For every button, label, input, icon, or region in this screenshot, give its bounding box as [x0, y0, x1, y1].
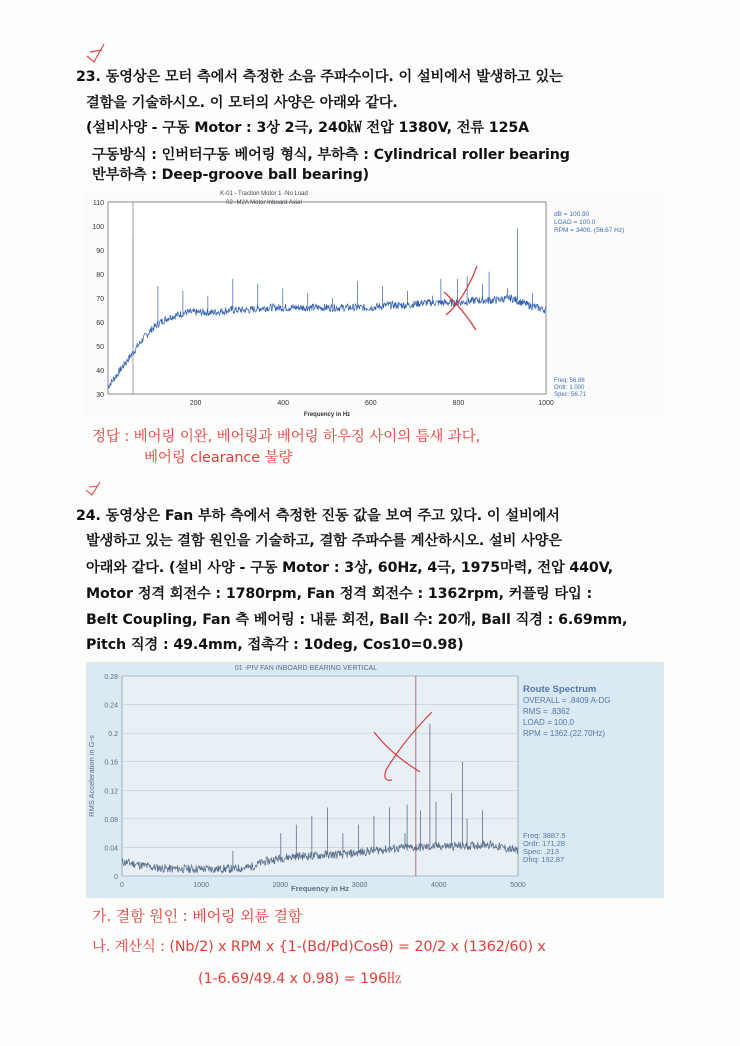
- q23-line-5: 반부하측 : Deep-groove ball bearing): [92, 167, 370, 183]
- y-tick-label: 40: [96, 368, 104, 375]
- info-top-text: RPM = 3400. (56.67 Hz): [554, 227, 625, 234]
- info-bottom-text: Ordr: 1.000: [554, 385, 585, 391]
- y-tick-label: 50: [96, 344, 104, 351]
- chart-svg: [84, 190, 666, 418]
- q24-answer-line-1: 가. 결함 원인 : 베어링 외륜 결함: [92, 907, 303, 925]
- vibration-spectrum-chart: [86, 662, 664, 898]
- q23-answer-line-2: 베어링 clearance 불량: [144, 450, 293, 466]
- q23-line-2: 결함을 기술하시오. 이 모터의 사양은 아래와 같다.: [86, 95, 398, 111]
- info-top-text: Route Spectrum: [523, 684, 597, 695]
- info-bottom-text: Freq: 56.86: [554, 378, 585, 384]
- q24-line-2: 발생하고 있는 결함 원인을 기술하고, 결함 주파수를 계산하시오. 설비 사양은: [86, 533, 562, 549]
- x-tick-label: 600: [364, 400, 377, 407]
- y-axis-label: RMS Acceleration in G-s: [87, 735, 96, 817]
- check-mark: [84, 478, 104, 502]
- chart-title: 01 -PIV FAN INBOARD BEARING VERTICAL: [234, 665, 378, 672]
- info-bottom-text: Freq: 3887.5: [523, 831, 566, 840]
- chart-subtitle: 02 -M2A Motor Inboard Axial: [226, 200, 302, 206]
- noise-spectrum-chart: [84, 190, 666, 418]
- y-tick-label: 70: [96, 296, 104, 303]
- x-tick-label: 2000: [272, 882, 289, 889]
- x-axis-label: Frequency in Hz: [291, 884, 349, 893]
- x-tick-label: 1000: [193, 882, 209, 889]
- q24-answer-line-3: (1-6.69/49.4 x 0.98) = 196㎐: [198, 971, 402, 987]
- info-bottom-text: Dfrq: 192.87: [523, 855, 565, 864]
- y-tick-label: 80: [96, 272, 104, 279]
- chart-svg: [86, 662, 664, 898]
- q24-line-1: 24. 동영상은 Fan 부하 측에서 측정한 진동 값을 보여 주고 있다. 이 설비에서: [76, 508, 560, 524]
- q23-line-4: 구동방식 : 인버터구동 베어링 형식, 부하측 : Cylindrical roller bearing: [92, 147, 570, 163]
- plot-area: [108, 202, 546, 394]
- q24-line-4: Motor 정격 회전수 : 1780rpm, Fan 정격 회전수 : 1362rpm, 커플링 타입 :: [86, 586, 593, 602]
- x-tick-label: 1000: [538, 400, 554, 407]
- y-tick-label: 0.04: [104, 845, 118, 853]
- q23-answer-line-1: 정답 : 베어링 이완, 베어링과 베어링 하우징 사이의 틈새 과다,: [92, 429, 481, 445]
- q23-line-3: (설비사양 - 구동 Motor : 3상 2극, 240㎾ 전압 1380V, 전류 125A: [86, 120, 529, 136]
- x-axis-label: Frequency in Hz: [303, 412, 351, 418]
- y-tick-label: 0.16: [104, 759, 118, 767]
- x-tick-label: 0: [120, 882, 124, 889]
- chart-title: K-01 - Traction Motor 1 -No Load: [220, 191, 308, 197]
- info-top-text: RPM = 1362.(22.70Hz): [523, 729, 606, 738]
- q24-line-3: 아래와 같다. (설비 사양 - 구동 Motor : 3상, 60Hz, 4극, 1975마력, 전압 440V,: [86, 560, 614, 576]
- y-tick-label: 0: [114, 874, 118, 881]
- y-tick-label: 0.2: [108, 731, 118, 739]
- y-tick-label: 110: [92, 200, 104, 207]
- x-tick-label: 5000: [510, 882, 526, 889]
- y-tick-label: 0.24: [104, 702, 118, 710]
- info-bottom-text: Ordr: 171.28: [523, 839, 566, 848]
- y-tick-label: 0.28: [104, 674, 118, 681]
- info-bottom-text: Spec: .213: [523, 847, 559, 856]
- info-top-text: RMS = .8362: [523, 707, 570, 716]
- y-tick-label: 60: [96, 320, 104, 327]
- x-tick-label: 800: [452, 400, 465, 407]
- y-tick-label: 30: [96, 392, 104, 399]
- info-top-text: dB = 100.90: [554, 211, 590, 218]
- y-tick-label: 100: [92, 224, 104, 231]
- y-tick-label: 0.12: [104, 788, 118, 796]
- info-bottom-text: Spec: 56.71: [554, 392, 587, 398]
- plot-area: [122, 676, 518, 876]
- q24-answer-line-2: 나. 계산식 : (Nb/2) x RPM x {1-(Bd/Pd)Cosθ) = 20/2 x (1362/60) x: [92, 939, 546, 955]
- q23-line-1: 23. 동영상은 모터 측에서 측정한 소음 주파수이다. 이 설비에서 발생하고 있는: [76, 69, 563, 85]
- q24-line-6: Pitch 직경 : 49.4mm, 접촉각 : 10deg, Cos10=0.98): [86, 637, 464, 653]
- info-top-text: OVERALL = .8409 A-DG: [523, 696, 611, 705]
- info-top-text: LOAD = 100.0: [523, 718, 574, 727]
- q24-line-5: Belt Coupling, Fan 측 베어링 : 내륜 회전, Ball 수: 20개, Ball 직경 : 6.69mm,: [86, 612, 628, 628]
- y-tick-label: 90: [96, 248, 104, 255]
- x-tick-label: 400: [277, 400, 290, 407]
- y-tick-label: 0.08: [104, 816, 118, 824]
- x-tick-label: 3000: [351, 882, 368, 889]
- x-tick-label: 200: [189, 400, 202, 407]
- x-tick-label: 4000: [431, 882, 447, 889]
- info-top-text: LOAD = 100.0: [554, 219, 596, 226]
